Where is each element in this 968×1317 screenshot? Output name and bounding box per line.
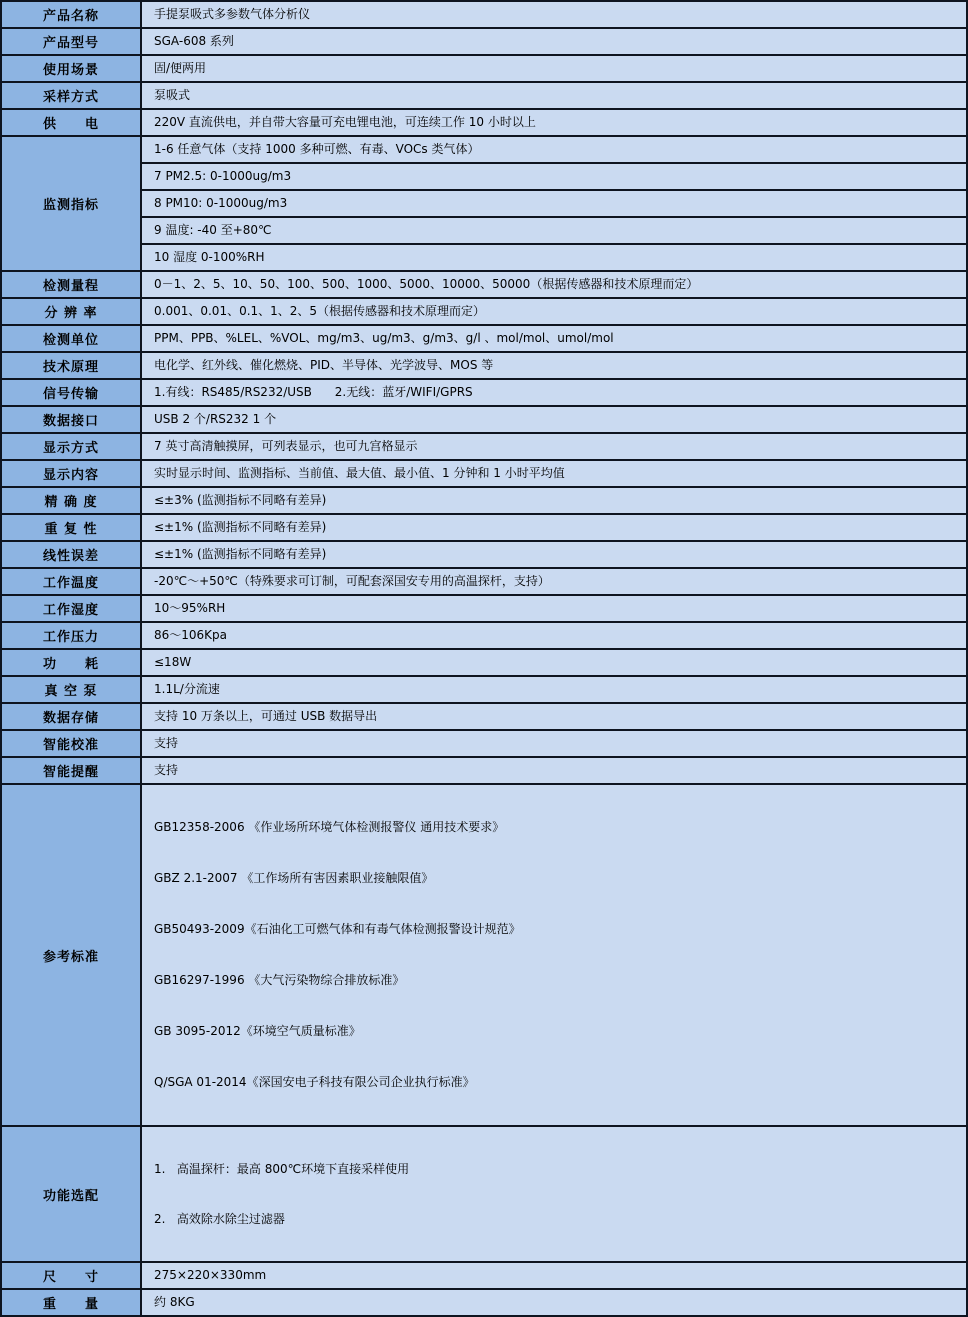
row-data-storage xyxy=(1,703,967,730)
row-value: 8 PM10: 0-1000ug/m3 xyxy=(141,190,967,217)
row-value: USB 2 个/RS232 1 个 xyxy=(141,406,967,433)
standard-line: GB16297-1996 《大气污染物综合排放标准》 xyxy=(154,973,405,987)
row-working-temperature xyxy=(1,568,967,595)
row-linearity-error xyxy=(1,541,967,568)
row-label: 产品型号 xyxy=(1,28,141,55)
row-monitor-indicators xyxy=(1,136,967,163)
standard-line: GBZ 2.1-2007 《工作场所有害因素职业接触限值》 xyxy=(154,871,434,885)
row-label: 智能校准 xyxy=(1,730,141,757)
row-value: ≤±3% (监测指标不同略有差异) xyxy=(141,487,967,514)
row-optional-features xyxy=(1,1126,967,1262)
row-signal-transmission xyxy=(1,379,967,406)
row-label: 技术原理 xyxy=(1,352,141,379)
row-detection-range xyxy=(1,271,967,298)
row-weight xyxy=(1,1289,967,1316)
row-working-pressure xyxy=(1,622,967,649)
row-smart-reminder xyxy=(1,757,967,784)
row-value: 支持 xyxy=(141,730,967,757)
row-value: 固/便两用 xyxy=(141,55,967,82)
row-usage-scene xyxy=(1,55,967,82)
row-value: 9 温度: -40 至+80℃ xyxy=(141,217,967,244)
row-label: 供 电 xyxy=(1,109,141,136)
row-value: 实时显示时间、监测指标、当前值、最大值、最小值、1 分钟和 1 小时平均值 xyxy=(141,460,967,487)
row-value: 约 8KG xyxy=(141,1289,967,1316)
row-value: 7 PM2.5: 0-1000ug/m3 xyxy=(141,163,967,190)
row-value xyxy=(141,784,967,1126)
row-label: 工作湿度 xyxy=(1,595,141,622)
row-display-content xyxy=(1,460,967,487)
row-data-interface xyxy=(1,406,967,433)
row-label: 功能选配 xyxy=(1,1126,141,1262)
row-label: 真 空 泵 xyxy=(1,676,141,703)
row-product-name xyxy=(1,1,967,28)
row-value: PPM、PPB、%LEL、%VOL、mg/m3、ug/m3、g/m3、g/l 、mol/mol、umol/mol xyxy=(141,325,967,352)
row-label: 分 辨 率 xyxy=(1,298,141,325)
row-power-consumption xyxy=(1,649,967,676)
row-value: 1.1L/分流速 xyxy=(141,676,967,703)
row-dimensions xyxy=(1,1262,967,1289)
row-value: 泵吸式 xyxy=(141,82,967,109)
standard-line: Q/SGA 01-2014《深国安电子科技有限公司企业执行标准》 xyxy=(154,1075,475,1089)
row-label: 产品名称 xyxy=(1,1,141,28)
row-label: 数据接口 xyxy=(1,406,141,433)
row-value: -20℃～+50℃（特殊要求可订制，可配套深国安专用的高温探杆，支持） xyxy=(141,568,967,595)
row-label: 检测量程 xyxy=(1,271,141,298)
row-repeatability xyxy=(1,514,967,541)
row-label: 功 耗 xyxy=(1,649,141,676)
row-label: 工作温度 xyxy=(1,568,141,595)
row-value: 275×220×330mm xyxy=(141,1262,967,1289)
row-label: 工作压力 xyxy=(1,622,141,649)
row-label: 信号传输 xyxy=(1,379,141,406)
row-label: 显示方式 xyxy=(1,433,141,460)
row-value xyxy=(141,1126,967,1262)
row-label: 检测单位 xyxy=(1,325,141,352)
row-accuracy xyxy=(1,487,967,514)
row-label: 使用场景 xyxy=(1,55,141,82)
row-value: 电化学、红外线、催化燃烧、PID、半导体、光学波导、MOS 等 xyxy=(141,352,967,379)
row-detection-unit xyxy=(1,325,967,352)
row-label: 显示内容 xyxy=(1,460,141,487)
row-value: ≤18W xyxy=(141,649,967,676)
row-label: 采样方式 xyxy=(1,82,141,109)
row-label: 精 确 度 xyxy=(1,487,141,514)
row-technology-principle xyxy=(1,352,967,379)
row-power-supply xyxy=(1,109,967,136)
row-label: 重 量 xyxy=(1,1289,141,1316)
row-smart-calibration xyxy=(1,730,967,757)
row-label: 智能提醒 xyxy=(1,757,141,784)
row-monitor-indicators-sub xyxy=(1,190,967,217)
row-model xyxy=(1,28,967,55)
row-label: 参考标准 xyxy=(1,784,141,1126)
row-display-mode xyxy=(1,433,967,460)
row-vacuum-pump xyxy=(1,676,967,703)
option-line: 2. 高效除水除尘过滤器 xyxy=(154,1212,285,1226)
standard-line: GB 3095-2012《环境空气质量标准》 xyxy=(154,1024,361,1038)
row-working-humidity xyxy=(1,595,967,622)
row-reference-standards xyxy=(1,784,967,1126)
row-value: 1-6 任意气体（支持 1000 多种可燃、有毒、VOCs 类气体） xyxy=(141,136,967,163)
row-value: ≤±1% (监测指标不同略有差异) xyxy=(141,541,967,568)
row-value: 10 湿度 0-100%RH xyxy=(141,244,967,271)
row-label: 重 复 性 xyxy=(1,514,141,541)
standard-line: GB12358-2006 《作业场所环境气体检测报警仪 通用技术要求》 xyxy=(154,820,505,834)
row-value: 10～95%RH xyxy=(141,595,967,622)
row-value: 手提泵吸式多参数气体分析仪 xyxy=(141,1,967,28)
row-resolution xyxy=(1,298,967,325)
row-label: 尺 寸 xyxy=(1,1262,141,1289)
row-value: 支持 10 万条以上，可通过 USB 数据导出 xyxy=(141,703,967,730)
row-label: 线性误差 xyxy=(1,541,141,568)
row-value: 86～106Kpa xyxy=(141,622,967,649)
row-value: SGA-608 系列 xyxy=(141,28,967,55)
row-label: 数据存储 xyxy=(1,703,141,730)
row-value: 0.001、0.01、0.1、1、2、5（根据传感器和技术原理而定） xyxy=(141,298,967,325)
row-value: 7 英寸高清触摸屏，可列表显示，也可九宫格显示 xyxy=(141,433,967,460)
standard-line: GB50493-2009《石油化工可燃气体和有毒气体检测报警设计规范》 xyxy=(154,922,521,936)
row-monitor-indicators-sub xyxy=(1,217,967,244)
option-line: 1. 高温探杆：最高 800℃环境下直接采样使用 xyxy=(154,1162,410,1176)
row-sampling-method xyxy=(1,82,967,109)
row-value: ≤±1% (监测指标不同略有差异) xyxy=(141,514,967,541)
row-value: 1.有线：RS485/RS232/USB 2.无线：蓝牙/WIFI/GPRS xyxy=(141,379,967,406)
row-value: 支持 xyxy=(141,757,967,784)
row-value: 0－1、2、5、10、50、100、500、1000、5000、10000、50000（根据传感器和技术原理而定） xyxy=(141,271,967,298)
row-value: 220V 直流供电，并自带大容量可充电锂电池，可连续工作 10 小时以上 xyxy=(141,109,967,136)
row-label: 监测指标 xyxy=(1,136,141,271)
row-monitor-indicators-sub xyxy=(1,244,967,271)
row-monitor-indicators-sub xyxy=(1,163,967,190)
